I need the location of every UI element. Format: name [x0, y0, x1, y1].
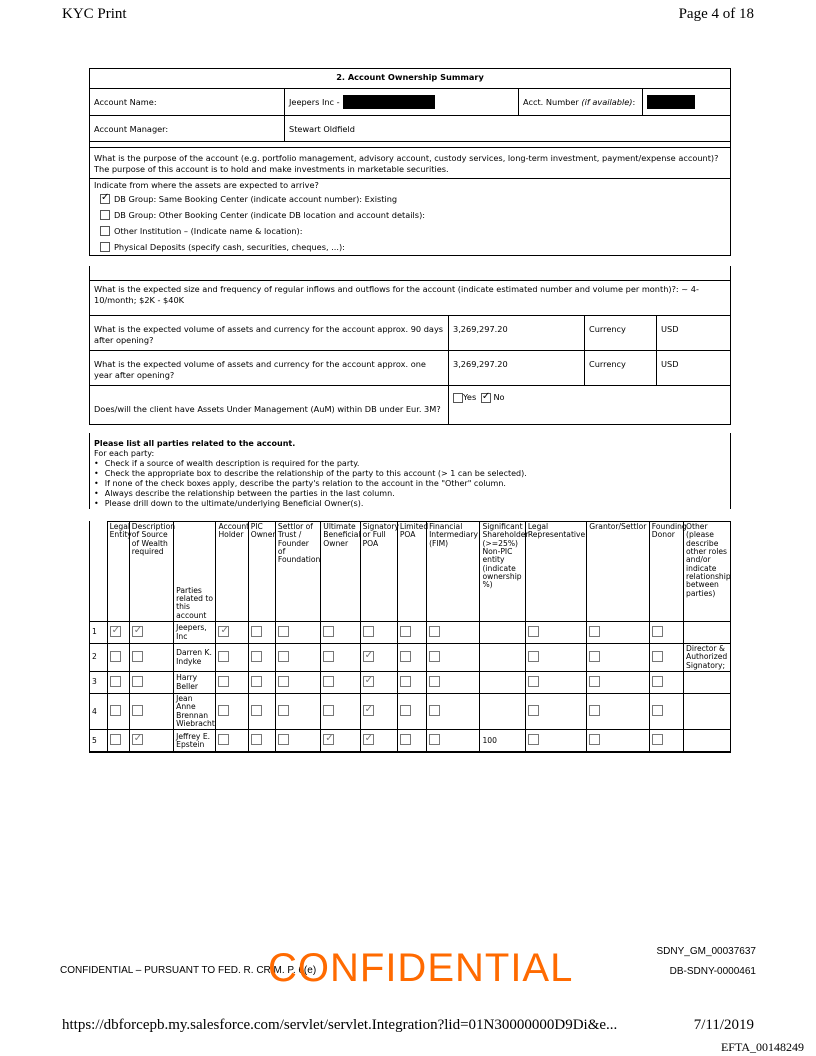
asset-source-label: Other Institution – (Indicate name & location): [114, 225, 303, 236]
redaction-box [647, 95, 695, 109]
instruction-item [94, 489, 726, 499]
cell-signatory [360, 694, 397, 730]
other-relationship [684, 672, 730, 694]
founding-checkbox[interactable] [652, 705, 663, 716]
ubo-checkbox[interactable] [323, 626, 334, 637]
row-number: 2 [90, 644, 107, 672]
cell-founding [649, 672, 683, 694]
party-name: Jeepers, Inc [174, 622, 216, 644]
header-limited: Limited POA [397, 522, 426, 622]
account-manager-label: Account Manager: [94, 123, 169, 134]
acct-number-label: Acct. Number (if available) : [518, 89, 642, 115]
ownership-percent [480, 672, 525, 694]
legal-rep-checkbox[interactable] [528, 651, 539, 662]
party-row [90, 694, 730, 730]
flows-question: What is the expected size and frequency of regular inflows and outflows for the account (indicate estimated number and volume per month)?: ~ 4-10/month; $2K - $40K [94, 284, 699, 306]
fim-checkbox[interactable] [429, 705, 440, 716]
ubo-checkbox[interactable] [323, 676, 334, 687]
signatory-checkbox[interactable] [363, 734, 374, 745]
instruction-item [94, 469, 726, 479]
cell-legal-rep [525, 672, 586, 694]
instruction-text: If none of the check boxes apply, describe the party's relation to the account in the "Other" column. [104, 479, 506, 488]
aum-no-label: No [493, 392, 505, 402]
grantor-checkbox[interactable] [589, 651, 600, 662]
legal-rep-checkbox[interactable] [528, 705, 539, 716]
header-parties: Parties related to this account [174, 522, 216, 622]
asset-source-option [90, 207, 730, 223]
cell-desc [129, 644, 173, 672]
header-grantor: Grantor/Settlor [587, 522, 649, 622]
founding-checkbox[interactable] [652, 676, 663, 687]
print-title: KYC Print [62, 6, 127, 22]
desc-checkbox[interactable] [132, 705, 143, 716]
holder-checkbox[interactable] [218, 626, 229, 637]
grantor-checkbox[interactable] [589, 734, 600, 745]
holder-checkbox[interactable] [218, 734, 229, 745]
cell-ubo [321, 622, 360, 644]
grantor-checkbox[interactable] [589, 705, 600, 716]
party-name: Harry Beller [174, 672, 216, 694]
party-name: Jeffrey E. Epstein [174, 730, 216, 752]
cell-pic [248, 730, 275, 752]
asset-sources-list [90, 191, 730, 255]
legal-rep-checkbox[interactable] [528, 626, 539, 637]
account-purpose: What is the purpose of the account (e.g. portfolio management, advisory account, custody services, long-term investment, payment/expense account)? The purpose of this account is to hold and make investments in marketable securities. [94, 153, 719, 175]
settlor-checkbox[interactable] [278, 676, 289, 687]
instruction-text: Always describe the relationship between the parties in the last column. [104, 489, 395, 498]
vol90-currency-label: Currency [584, 316, 656, 350]
party-row [90, 730, 730, 752]
signatory-checkbox[interactable] [363, 651, 374, 662]
confidential-stamp: CONFIDENTIAL [268, 946, 574, 990]
signatory-checkbox[interactable] [363, 705, 374, 716]
header-sig-share: Significant Shareholder (>=25%) Non-PIC entity (indicate ownership %) [480, 522, 525, 622]
cell-settlor [275, 672, 320, 694]
legal-rep-checkbox[interactable] [528, 676, 539, 687]
party-row [90, 622, 730, 644]
holder-checkbox[interactable] [218, 676, 229, 687]
cell-pic [248, 622, 275, 644]
other-relationship: Director & Authorized Signatory; [684, 644, 730, 672]
account-name-label: Account Name: [94, 97, 157, 107]
header-founding: Founding Donor [649, 522, 683, 622]
asset-source-checkbox[interactable] [100, 194, 110, 204]
header-fim: Financial Intermediary (FIM) [427, 522, 480, 622]
vol90-question: What is the expected volume of assets and currency for the account approx. 90 days after opening? [94, 324, 444, 345]
vol1y-currency: USD [656, 351, 730, 385]
grantor-checkbox[interactable] [589, 676, 600, 687]
desc-checkbox[interactable] [132, 734, 143, 745]
cell-fim [427, 672, 480, 694]
legal-checkbox[interactable] [110, 705, 121, 716]
bullet-icon: • [94, 479, 99, 488]
asset-source-label: Physical Deposits (specify cash, securities, cheques, ...): [114, 241, 345, 252]
cell-legal-rep [525, 730, 586, 752]
aum-yes-checkbox[interactable] [453, 393, 463, 403]
instruction-item [94, 479, 726, 489]
instruction-text: Check if a source of wealth description is required for the party. [104, 459, 360, 468]
header-legal: Legal Entity [107, 522, 129, 622]
redaction-box [343, 95, 435, 109]
grantor-checkbox[interactable] [589, 626, 600, 637]
cell-pic [248, 672, 275, 694]
party-row [90, 644, 730, 672]
cell-ubo [321, 730, 360, 752]
party-name: Darren K. Indyke [174, 644, 216, 672]
other-relationship [684, 694, 730, 730]
party-name: Jean Anne Brennan Wiebracht [174, 694, 216, 730]
cell-settlor [275, 730, 320, 752]
cell-limited [397, 730, 426, 752]
cell-settlor [275, 644, 320, 672]
cell-signatory [360, 730, 397, 752]
cell-ubo [321, 672, 360, 694]
asset-source-checkbox[interactable] [100, 242, 110, 252]
party-row [90, 672, 730, 694]
other-relationship [684, 622, 730, 644]
cell-holder [216, 644, 248, 672]
cell-limited [397, 622, 426, 644]
cell-grantor [587, 622, 649, 644]
pic-checkbox[interactable] [251, 626, 262, 637]
asset-source-checkbox[interactable] [100, 210, 110, 220]
asset-source-label: DB Group: Other Booking Center (indicate DB location and account details): [114, 209, 426, 220]
volumes-section [89, 266, 731, 425]
cell-settlor [275, 622, 320, 644]
cell-limited [397, 694, 426, 730]
cell-signatory [360, 622, 397, 644]
header-ubo: Ultimate Beneficial Owner [321, 522, 360, 622]
instruction-text: Please drill down to the ultimate/underlying Beneficial Owner(s). [104, 499, 364, 508]
cell-holder [216, 694, 248, 730]
ubo-checkbox[interactable] [323, 705, 334, 716]
legal-checkbox[interactable] [110, 676, 121, 687]
aum-answer [448, 386, 730, 424]
cell-desc [129, 622, 173, 644]
legal-checkbox[interactable] [110, 626, 121, 637]
cell-legal [107, 694, 129, 730]
holder-checkbox[interactable] [218, 705, 229, 716]
aum-yes-label: Yes [463, 392, 477, 402]
cell-holder [216, 730, 248, 752]
limited-checkbox[interactable] [400, 626, 411, 637]
cell-settlor [275, 694, 320, 730]
parties-heading: Please list all parties related to the account. [94, 439, 296, 448]
bullet-icon: • [94, 489, 99, 498]
cell-pic [248, 694, 275, 730]
asset-source-checkbox[interactable] [100, 226, 110, 236]
cell-fim [427, 694, 480, 730]
cell-limited [397, 672, 426, 694]
header-signatory: Signatory or Full POA [360, 522, 397, 622]
cell-desc [129, 694, 173, 730]
cell-legal [107, 622, 129, 644]
bullet-icon: • [94, 459, 99, 468]
founding-checkbox[interactable] [652, 651, 663, 662]
legal-checkbox[interactable] [110, 734, 121, 745]
legal-rep-checkbox[interactable] [528, 734, 539, 745]
cell-founding [649, 644, 683, 672]
row-number: 3 [90, 672, 107, 694]
fim-checkbox[interactable] [429, 676, 440, 687]
cell-pic [248, 644, 275, 672]
bullet-icon: • [94, 469, 99, 478]
ubo-checkbox[interactable] [323, 734, 334, 745]
parties-instructions [89, 433, 731, 509]
pic-checkbox[interactable] [251, 734, 262, 745]
aum-question: Does/will the client have Assets Under Management (AuM) within DB under Eur. 3M? [94, 404, 441, 414]
cell-limited [397, 644, 426, 672]
pic-checkbox[interactable] [251, 651, 262, 662]
legal-checkbox[interactable] [110, 651, 121, 662]
bates-number-2: DB-SDNY-0000461 [669, 966, 756, 977]
ownership-percent: 100 [480, 730, 525, 752]
cell-desc [129, 730, 173, 752]
efta-number: EFTA_00148249 [720, 1040, 804, 1054]
cell-grantor [587, 730, 649, 752]
cell-fim [427, 622, 480, 644]
asset-source-option [90, 239, 730, 255]
vol1y-currency-label: Currency [584, 351, 656, 385]
ubo-checkbox[interactable] [323, 651, 334, 662]
settlor-checkbox[interactable] [278, 651, 289, 662]
bates-number-1: SDNY_GM_00037637 [656, 946, 756, 957]
cell-legal-rep [525, 622, 586, 644]
cell-holder [216, 672, 248, 694]
cell-grantor [587, 694, 649, 730]
settlor-checkbox[interactable] [278, 626, 289, 637]
vol90-value: 3,269,297.20 [448, 316, 584, 350]
settlor-checkbox[interactable] [278, 705, 289, 716]
desc-checkbox[interactable] [132, 651, 143, 662]
cell-legal [107, 730, 129, 752]
account-ownership-summary [89, 68, 731, 256]
cell-fim [427, 644, 480, 672]
cell-signatory [360, 644, 397, 672]
cell-holder [216, 622, 248, 644]
section-title: 2. Account Ownership Summary [336, 72, 484, 82]
asset-source-option [90, 191, 730, 207]
parties-table-wrapper [89, 521, 731, 753]
signatory-checkbox[interactable] [363, 676, 374, 687]
fim-checkbox[interactable] [429, 626, 440, 637]
cell-legal-rep [525, 644, 586, 672]
cell-fim [427, 730, 480, 752]
other-relationship [684, 730, 730, 752]
cell-founding [649, 730, 683, 752]
desc-checkbox[interactable] [132, 676, 143, 687]
header-settlor: Settlor of Trust / Founder of Foundation [275, 522, 320, 622]
row-number: 1 [90, 622, 107, 644]
asset-source-label: DB Group: Same Booking Center (indicate account number): Existing [114, 193, 398, 204]
header-legal-rep: Legal Representative [525, 522, 586, 622]
ownership-percent [480, 622, 525, 644]
holder-checkbox[interactable] [218, 651, 229, 662]
row-number: 4 [90, 694, 107, 730]
limited-checkbox[interactable] [400, 651, 411, 662]
founding-checkbox[interactable] [652, 626, 663, 637]
cell-ubo [321, 694, 360, 730]
cell-founding [649, 694, 683, 730]
bullet-icon: • [94, 499, 99, 508]
cell-grantor [587, 672, 649, 694]
cell-ubo [321, 644, 360, 672]
vol1y-value: 3,269,297.20 [448, 351, 584, 385]
header-pic: PIC Owner [248, 522, 275, 622]
aum-no-checkbox[interactable] [481, 393, 491, 403]
ownership-percent [480, 644, 525, 672]
assets-arrive-label: Indicate from where the assets are expected to arrive? [94, 179, 319, 190]
pic-checkbox[interactable] [251, 705, 262, 716]
founding-checkbox[interactable] [652, 734, 663, 745]
row-number: 5 [90, 730, 107, 752]
instruction-text: Check the appropriate box to describe the relationship of the party to this account (> 1 can be selected). [104, 469, 527, 478]
pic-checkbox[interactable] [251, 676, 262, 687]
page-number: Page 4 of 18 [678, 6, 754, 22]
cell-founding [649, 622, 683, 644]
header-holder: Account Holder [216, 522, 248, 622]
account-manager-value: Stewart Oldfield [284, 116, 730, 141]
limited-checkbox[interactable] [400, 734, 411, 745]
limited-checkbox[interactable] [400, 676, 411, 687]
cell-signatory [360, 672, 397, 694]
header-desc: Description of Source of Wealth required [129, 522, 173, 622]
vol90-currency: USD [656, 316, 730, 350]
header-other: Other (please describe other roles and/or indicate relationship between parties) [684, 522, 730, 622]
for-each-label: For each party: [94, 449, 155, 458]
desc-checkbox[interactable] [132, 626, 143, 637]
settlor-checkbox[interactable] [278, 734, 289, 745]
cell-legal-rep [525, 694, 586, 730]
instructions-list [94, 459, 726, 509]
limited-checkbox[interactable] [400, 705, 411, 716]
asset-source-option [90, 223, 730, 239]
account-name-value: Jeepers Inc - [284, 89, 518, 115]
cell-legal [107, 644, 129, 672]
cell-grantor [587, 644, 649, 672]
fim-checkbox[interactable] [429, 734, 440, 745]
instruction-item [94, 499, 726, 509]
vol1y-question: What is the expected volume of assets and currency for the account approx. one year after opening? [94, 359, 426, 380]
print-date: 7/11/2019 [693, 1017, 754, 1033]
page-url: https://dbforcepb.my.salesforce.com/servlet/servlet.Integration?lid=01N30000000D9Di&e... [62, 1017, 618, 1033]
signatory-checkbox[interactable] [363, 626, 374, 637]
parties-table [90, 521, 730, 752]
instruction-item [94, 459, 726, 469]
cell-desc [129, 672, 173, 694]
fim-checkbox[interactable] [429, 651, 440, 662]
confidential-note: CONFIDENTIAL – PURSUANT TO FED. R. CRIM. P. 6(e) [60, 965, 317, 976]
ownership-percent [480, 694, 525, 730]
acct-number-value [642, 89, 730, 115]
table-header-row [90, 522, 730, 622]
cell-legal [107, 672, 129, 694]
